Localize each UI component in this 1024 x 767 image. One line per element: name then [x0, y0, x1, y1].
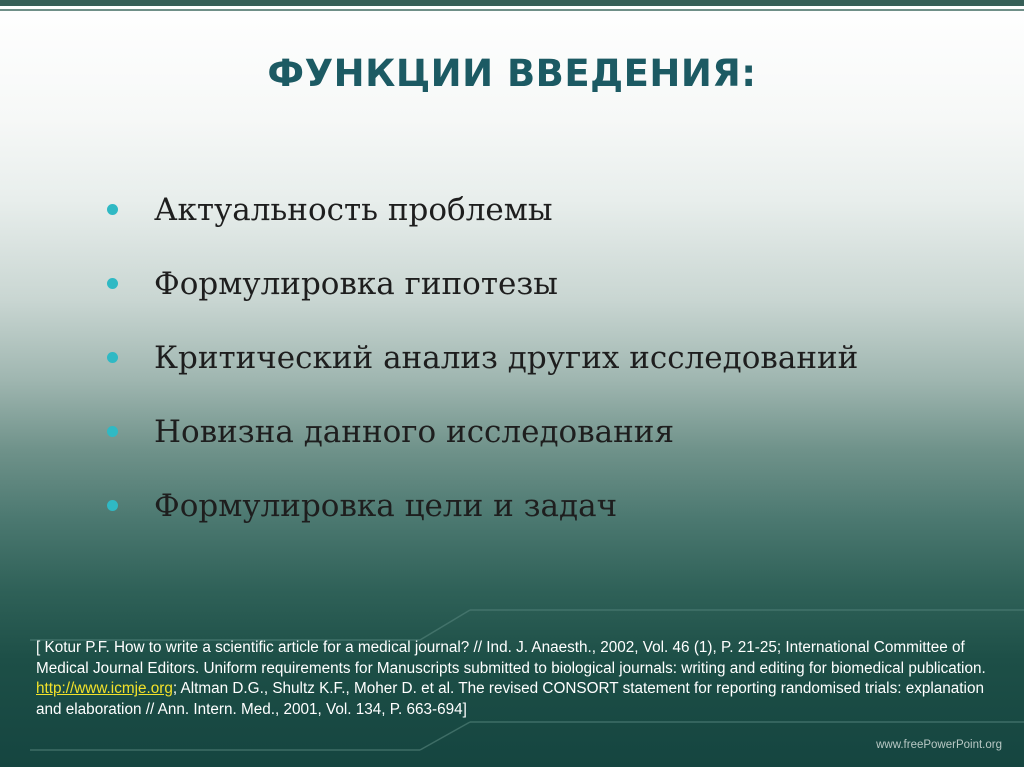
icmje-link[interactable]: http://www.icmje.org — [36, 680, 173, 698]
bullet-dot-icon — [107, 278, 118, 289]
bullet-item — [100, 333, 858, 407]
deco-line — [420, 722, 470, 750]
bullet-dot-icon — [107, 352, 118, 363]
footer-brand: www.freePowerPoint.org — [876, 739, 1002, 751]
bullet-dot-icon — [107, 204, 118, 215]
bullet-text: Критический анализ других исследований — [154, 340, 859, 376]
references-text-part1: [ Kotur P.F. How to write a scientific article for a medical journal? // Ind. J. Anaesth., 2002, Vol. 46 (1), P. 21-25; International Committee of Medical Journal Editors. Uniform requirements for Manuscripts submitted to biological journals: writing and editing for biomedical publication. — [36, 639, 986, 677]
bullet-text: Актуальность проблемы — [154, 192, 553, 228]
bullet-dot-icon — [107, 500, 118, 511]
bullet-item — [100, 185, 858, 259]
slide-title: ФУНКЦИИ ВВЕДЕНИЯ: — [267, 52, 757, 95]
bullet-item — [100, 481, 858, 555]
bullet-text: Новизна данного исследования — [154, 414, 675, 450]
bullet-item — [100, 259, 858, 333]
bullet-item — [100, 407, 858, 481]
deco-line — [420, 610, 470, 640]
references-block — [36, 638, 996, 720]
bullet-text: Формулировка гипотезы — [154, 266, 558, 302]
references-text-part2: ; Altman D.G., Shultz K.F., Moher D. et al. The revised CONSORT statement for reporting randomised trials: explanation and elaboration // Ann. Intern. Med., 2001, Vol. 134, P. 663-694] — [36, 680, 984, 718]
bullet-list — [100, 185, 858, 555]
bullet-dot-icon — [107, 426, 118, 437]
bullet-text: Формулировка цели и задач — [154, 488, 618, 524]
